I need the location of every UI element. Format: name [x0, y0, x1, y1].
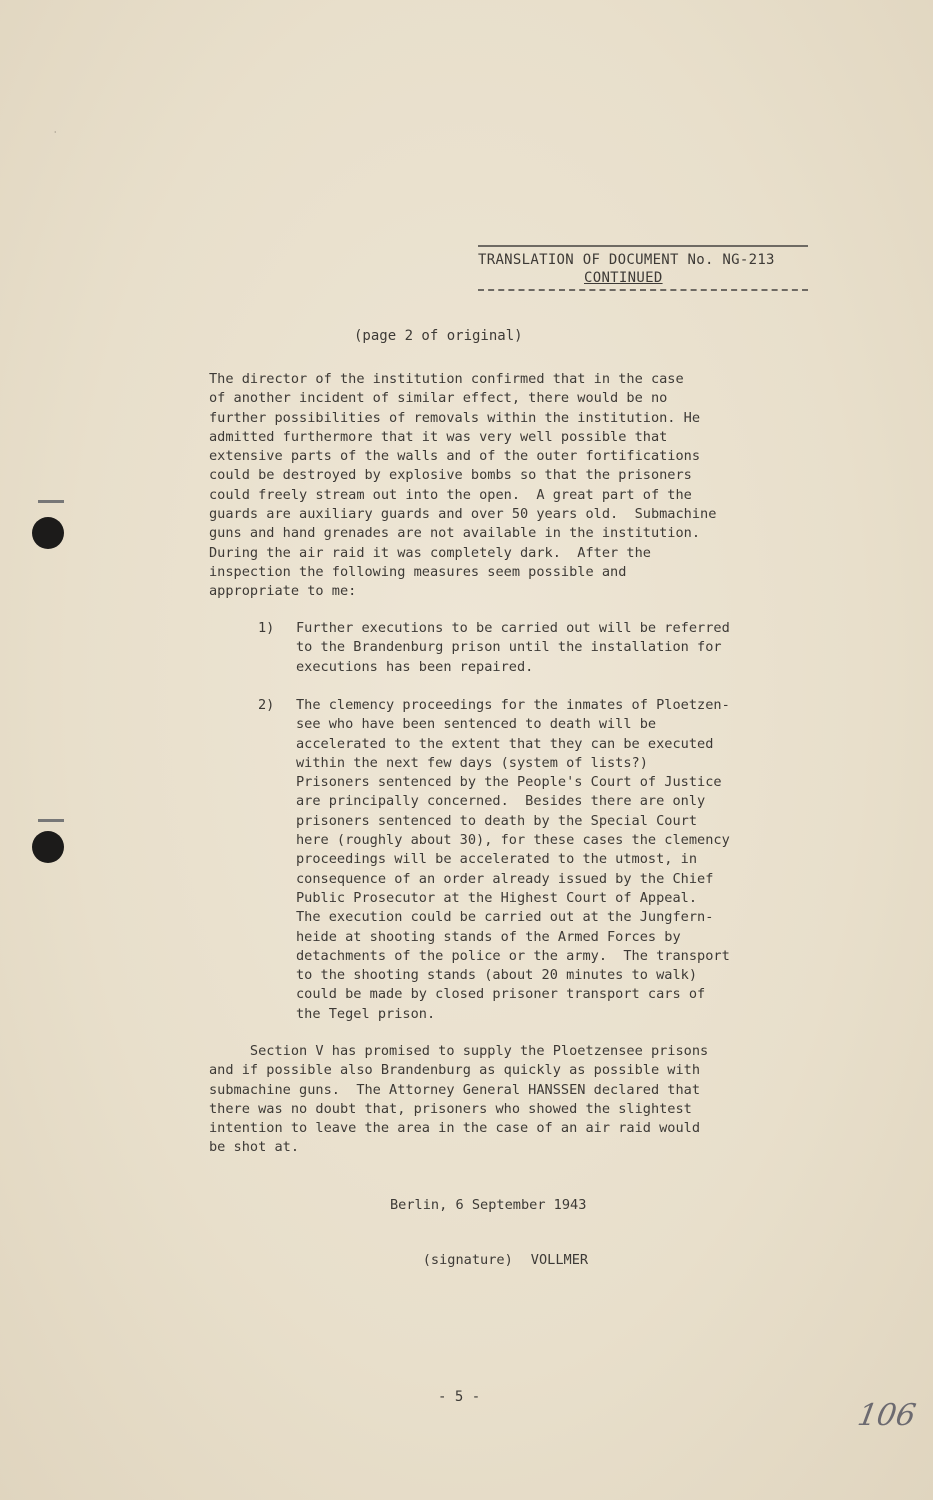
- list-item: [258, 619, 730, 696]
- punch-hole: [32, 517, 64, 549]
- punch-hole: [32, 831, 64, 863]
- document-title: TRANSLATION OF DOCUMENT No. NG-213: [478, 252, 775, 268]
- list-item-number: 1): [258, 620, 275, 636]
- margin-mark: ⸱: [54, 128, 57, 138]
- list-item-text: Further executions to be carried out will be referred to the Brandenburg prison until the installation for executions has been repaired.: [296, 620, 730, 675]
- signatory-name: VOLLMER: [530, 1252, 589, 1268]
- document-header: [478, 245, 808, 291]
- archive-number: 106: [854, 1398, 919, 1433]
- header-rule: [478, 245, 808, 247]
- binding-mark: [38, 819, 64, 822]
- page-number: - 5 -: [438, 1389, 481, 1405]
- continued-label: CONTINUED: [584, 270, 663, 286]
- binding-mark: [38, 500, 64, 503]
- list-item-text: The clemency proceedings for the inmates of Ploetzen- see who have been sentenced to death will be accelerated to the extent that they can be executed within the next few days (system of lists?) Prisoners sentenced by the People's Court of Justice are principally concerned. Besides there are only prisoners sentenced to death by the Special Court here (roughly about 30), for these cases the clemency proceedings will be accelerated to the utmost, in consequence of an order already issued by the Chief Public Prosecutor at the Highest Court of Appeal. The execution could be carried out at the Jungfern- heide at shooting stands of the Armed Forces by detachments of the police or the army. The transport to the shooting stands (about 20 minutes to walk) could be made by closed prisoner transport cars of the Tegel prison.: [296, 697, 730, 1022]
- header-rule: [478, 289, 808, 291]
- list-item-number: 2): [258, 697, 275, 713]
- dateline: Berlin, 6 September 1943: [390, 1197, 587, 1213]
- body-paragraph: The director of the institution confirmed that in the case of another incident of similar effect, there would be no further possibilities of removals within the institution. He admitted furthermore that it was very well possible that extensive parts of the walls and of the outer fortifications could be destroyed by explosive bombs so that the prisoners could freely stream out into the open. A great part of the guards are auxiliary guards and over 50 years old. Submachine guns and hand grenades are not available in the institution. During the air raid it was completely dark. After the inspection the following measures seem possible and appropriate to me:: [209, 371, 717, 600]
- body-paragraph: Section V has promised to supply the Ploetzensee prisons and if possible also Brandenburg as quickly as possible with submachine guns. The Attorney General HANSSEN declared that there was no doubt that, prisoners who showed the slightest intention to leave the area in the case of an air raid would be shot at.: [209, 1043, 709, 1156]
- signature-line: [390, 1236, 588, 1284]
- original-page-reference: (page 2 of original): [354, 328, 523, 344]
- signature-label: (signature): [422, 1252, 513, 1268]
- list-item: [258, 696, 730, 1022]
